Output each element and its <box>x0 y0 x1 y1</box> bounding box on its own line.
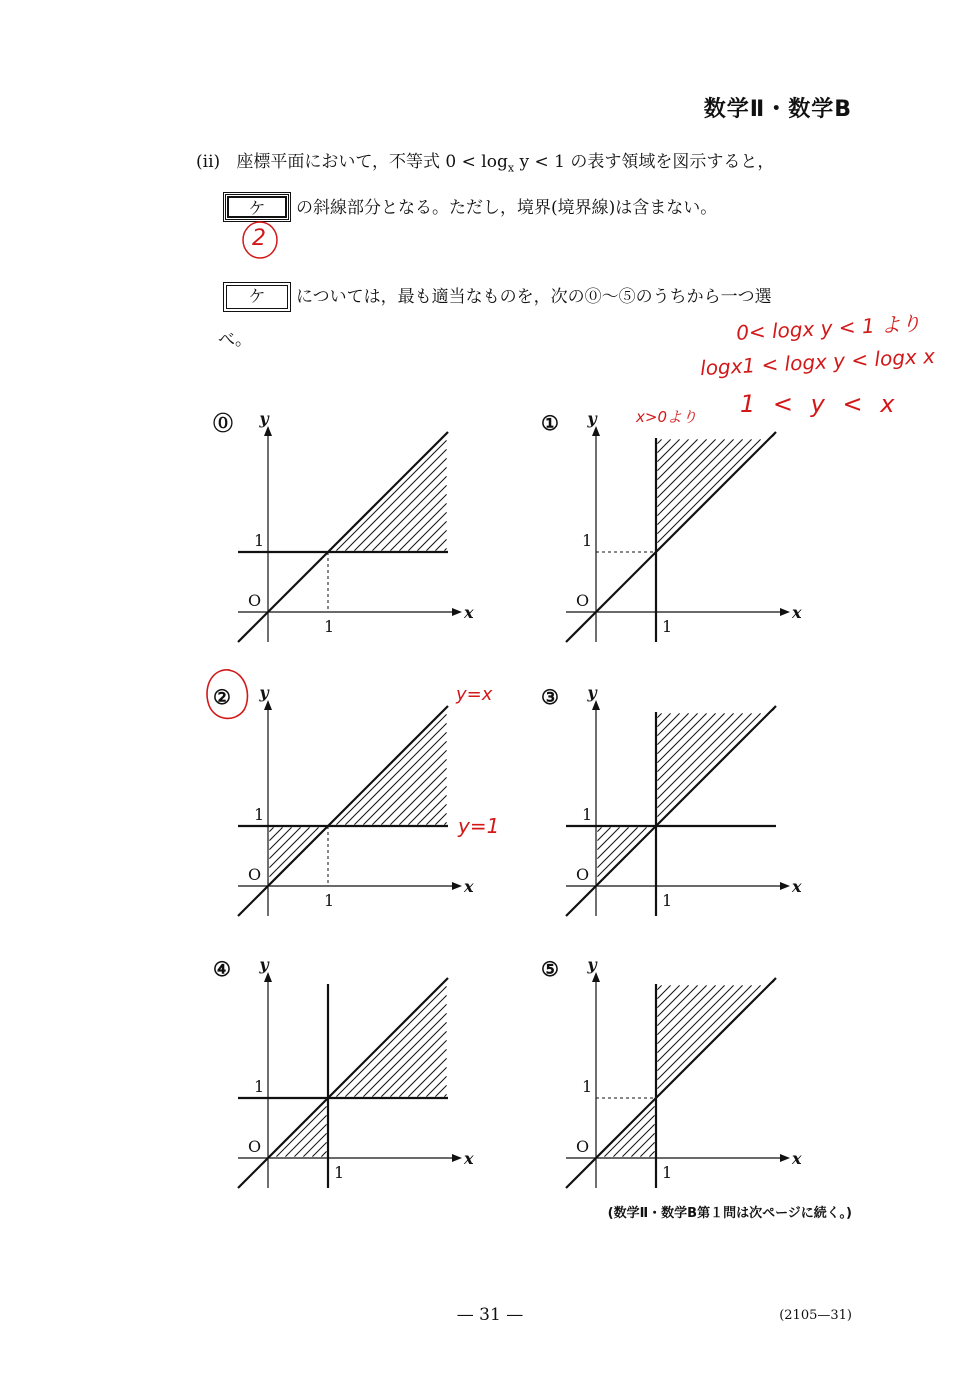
hatch-line <box>399 503 446 550</box>
hatch-line <box>657 439 706 488</box>
option-number: ⓪ <box>213 411 233 435</box>
reference-box-ke <box>223 282 291 312</box>
x-tick-1: 1 <box>334 1163 345 1182</box>
y-tick-1: 1 <box>582 1077 593 1096</box>
origin-label: O <box>576 1137 590 1156</box>
x-tick-1: 1 <box>324 617 335 636</box>
hatch-line <box>613 1115 654 1156</box>
hatch-line <box>303 1133 326 1156</box>
hatch-line <box>363 741 446 824</box>
hatch-line <box>657 985 688 1016</box>
hatch-line <box>597 827 601 831</box>
hatch-line <box>417 521 446 550</box>
hatch-line <box>444 1094 446 1096</box>
y-tick-1: 1 <box>254 1077 265 1096</box>
y-axis-label: y <box>587 409 597 428</box>
hatch-line <box>312 1142 326 1156</box>
hatch-line <box>426 804 446 824</box>
handwritten-answer: 2 <box>252 226 266 251</box>
x-axis-arrow <box>452 1154 462 1162</box>
x-axis-arrow <box>780 882 790 890</box>
hatch-region-lower <box>604 1106 654 1156</box>
hatch-line <box>622 1124 654 1156</box>
hatch-line <box>657 713 661 717</box>
hatch-line <box>372 750 446 824</box>
hatch-line <box>657 985 697 1025</box>
hatch-line <box>597 827 637 867</box>
hatch-line <box>390 768 446 824</box>
hatch-line <box>417 795 446 824</box>
y-axis-label: y <box>259 955 269 974</box>
hatch-line <box>269 827 273 831</box>
hatch-line <box>657 439 724 506</box>
hatch-line <box>657 439 751 533</box>
hatch-line <box>372 476 446 550</box>
hatch-line <box>363 467 446 550</box>
reference-box-label: ケ <box>226 285 288 309</box>
question-text-3: については，最も適当なものを，次の⓪～⑤のうちから一つ選 <box>296 287 772 307</box>
hatch-line <box>399 1049 446 1096</box>
x-axis-arrow <box>452 608 462 616</box>
hatch-line <box>294 1124 326 1156</box>
hatch-line <box>321 1151 326 1156</box>
hatch-line <box>390 494 446 550</box>
option-number: ① <box>541 411 559 435</box>
hatch-line <box>657 713 706 762</box>
y-tick-1: 1 <box>254 805 265 824</box>
y-tick-1: 1 <box>254 531 265 550</box>
page-number: — 31 — <box>456 1305 524 1325</box>
x-axis-label: x <box>792 1149 802 1168</box>
hatch-line <box>597 827 646 876</box>
x-axis-arrow <box>780 608 790 616</box>
question-line-1 <box>196 150 774 180</box>
hatch-line <box>354 732 446 824</box>
graph-option-0 <box>210 400 474 660</box>
x-tick-1: 1 <box>662 891 673 910</box>
graph-option-3 <box>536 674 802 934</box>
hatch-line <box>657 439 742 524</box>
hatch-line <box>444 822 446 824</box>
graph-option-5 <box>536 946 802 1206</box>
origin-label: O <box>248 865 262 884</box>
hatch-line <box>657 985 661 989</box>
hatch-line <box>657 439 679 461</box>
hatch-region-lower <box>269 827 318 876</box>
hatch-line <box>657 985 706 1034</box>
question-text-2: の斜線部分となる。ただし，境界(境界線)は含まない。 <box>296 198 718 218</box>
hatch-line <box>657 713 688 744</box>
hatch-line <box>657 713 751 807</box>
x-axis-arrow <box>452 882 462 890</box>
hatch-line <box>657 985 742 1070</box>
hatch-line <box>657 985 715 1043</box>
x-axis-label: x <box>464 603 474 622</box>
hatch-line <box>269 827 291 849</box>
hatch-line <box>269 827 300 858</box>
y-tick-1: 1 <box>582 805 593 824</box>
hatch-line <box>657 713 679 735</box>
x-tick-1: 1 <box>662 617 673 636</box>
hatch-region-lower <box>276 1106 326 1156</box>
x-axis-label: x <box>464 1149 474 1168</box>
handwritten-note-x: x>0より <box>636 408 697 426</box>
handwritten-label-y-equals-1: y=1 <box>458 814 500 838</box>
line-y-equals-x <box>566 978 776 1188</box>
hatch-line <box>657 439 688 470</box>
hatch-line <box>336 714 446 824</box>
hatch-line <box>399 777 446 824</box>
hatch-line <box>657 439 661 443</box>
handwritten-label-y-equals-x: y=x <box>456 684 493 705</box>
line-y-equals-x <box>238 432 448 642</box>
hatch-line <box>657 713 715 771</box>
handwritten-work-3: 1 < y < x <box>740 390 895 418</box>
hatch-line <box>597 827 628 858</box>
x-axis-label: x <box>792 603 802 622</box>
graph-option-2 <box>210 674 474 934</box>
hatch-line <box>649 1151 654 1156</box>
hatch-line <box>435 539 446 550</box>
x-tick-1: 1 <box>324 891 335 910</box>
hatch-region-upper <box>336 440 446 550</box>
hatch-line <box>631 1133 654 1156</box>
x-axis-label: x <box>464 877 474 896</box>
hatch-line <box>597 827 619 849</box>
question-text-1: 座標平面において，不等式 0 < log <box>236 152 508 172</box>
continued-note: (数学Ⅱ・数学B第１問は次ページに続く。) <box>607 1206 852 1221</box>
question-number: (ii) <box>196 152 221 172</box>
hatch-line <box>363 1013 446 1096</box>
hatch-line <box>354 458 446 550</box>
question-text-1-end: y < 1 の表す領域を図示すると， <box>514 152 775 172</box>
line-y-equals-x <box>566 432 776 642</box>
x-axis-label: x <box>792 877 802 896</box>
subject-title: 数学Ⅱ・数学B <box>703 97 852 122</box>
exam-code: (2105—31) <box>779 1308 852 1323</box>
option-number: ⑤ <box>541 957 559 981</box>
option-number: ③ <box>541 685 559 709</box>
handwritten-work-1: 0< logx y < 1 より <box>735 311 922 345</box>
hatch-line <box>657 985 679 1007</box>
hatch-line <box>640 1142 654 1156</box>
option-number: ② <box>213 685 231 709</box>
origin-label: O <box>248 591 262 610</box>
hatch-region-upper <box>336 986 446 1096</box>
x-axis-arrow <box>780 1154 790 1162</box>
hatch-line <box>657 439 697 479</box>
log-base: x <box>507 161 515 175</box>
hatch-line <box>657 439 715 497</box>
y-axis-label: y <box>587 955 597 974</box>
x-tick-1: 1 <box>662 1163 673 1182</box>
graph-option-4 <box>210 946 474 1206</box>
origin-label: O <box>576 591 590 610</box>
y-axis-label: y <box>259 409 269 428</box>
hatch-line <box>354 1004 446 1096</box>
hatch-line <box>336 440 446 550</box>
hatch-line <box>435 813 446 824</box>
hatch-line <box>336 986 446 1096</box>
origin-label: O <box>248 1137 262 1156</box>
hatch-line <box>390 1040 446 1096</box>
hatch-line <box>657 713 697 753</box>
hatch-line <box>657 713 742 798</box>
option-number: ④ <box>213 957 231 981</box>
hatch-line <box>269 827 318 876</box>
line-y-equals-x <box>238 706 448 916</box>
hatch-region-lower <box>597 827 646 876</box>
handwritten-work-2: logx1 < logx y < logx x <box>699 343 936 381</box>
y-axis-label: y <box>587 683 597 702</box>
hatch-line <box>657 713 724 780</box>
hatch-line <box>444 548 446 550</box>
line-y-equals-x <box>566 706 776 916</box>
answer-box-label: ケ <box>227 196 287 218</box>
hatch-line <box>417 1067 446 1096</box>
hatch-line <box>426 530 446 550</box>
hatch-line <box>285 1115 326 1156</box>
hatch-line <box>435 1085 446 1096</box>
hatch-line <box>372 1022 446 1096</box>
y-tick-1: 1 <box>582 531 593 550</box>
question-text-4: べ。 <box>218 330 252 350</box>
hatch-line <box>657 985 724 1052</box>
graph-option-1 <box>536 400 802 660</box>
hatch-line <box>426 1076 446 1096</box>
hatch-line <box>269 827 309 867</box>
y-axis-label: y <box>259 683 269 702</box>
hatch-line <box>657 985 751 1079</box>
hatch-region-upper <box>336 714 446 824</box>
origin-label: O <box>576 865 590 884</box>
line-y-equals-x <box>238 978 448 1188</box>
